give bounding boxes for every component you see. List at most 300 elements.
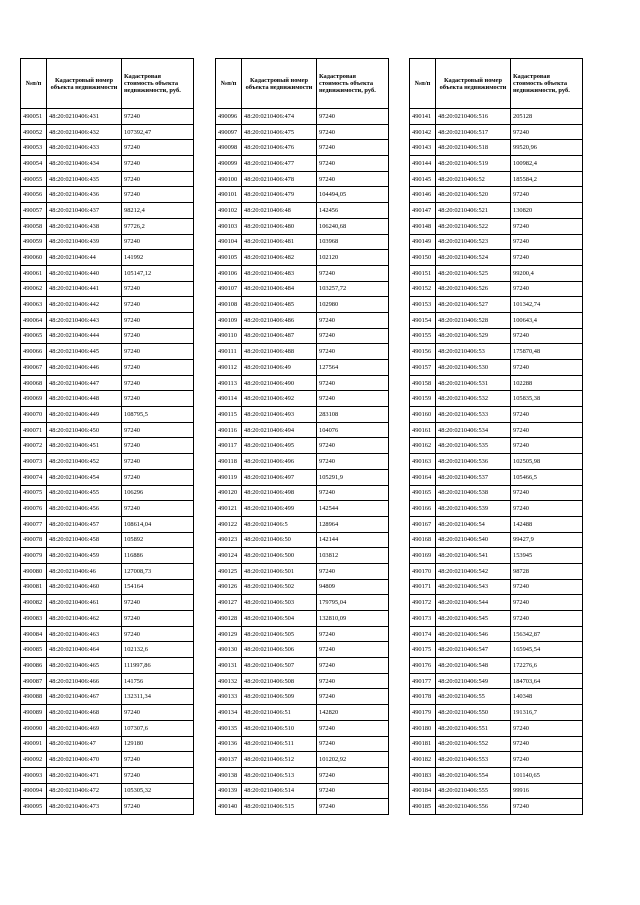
row-number: 490136 [216, 736, 242, 752]
row-number: 490101 [216, 187, 242, 203]
row-number: 490094 [21, 783, 47, 799]
cadastral-value: 97240 [317, 799, 389, 815]
cadastral-number: 48:20:0210406:505 [242, 626, 317, 642]
cadastral-number: 48:20:0210406:5 [242, 516, 317, 532]
cadastral-value: 97240 [511, 250, 583, 266]
cadastral-number: 48:20:0210406:456 [47, 501, 122, 517]
cadastral-number: 48:20:0210406:506 [242, 642, 317, 658]
cadastral-value: 132810,09 [317, 611, 389, 627]
row-number: 490104 [216, 234, 242, 250]
cadastral-value: 102288 [511, 375, 583, 391]
cadastral-number: 48:20:0210406:441 [47, 281, 122, 297]
cadastral-number: 48:20:0210406:53 [436, 344, 511, 360]
cadastral-value: 97240 [511, 799, 583, 815]
cadastral-value: 132311,34 [122, 689, 194, 705]
table-row [216, 344, 389, 360]
row-number: 490086 [21, 658, 47, 674]
cadastral-number: 48:20:0210406:439 [47, 234, 122, 250]
row-number: 490166 [410, 501, 436, 517]
cadastral-value: 130820 [511, 203, 583, 219]
header-number: №п/п [21, 59, 47, 109]
cadastral-number: 48:20:0210406:50 [242, 532, 317, 548]
cadastral-value: 108795,5 [122, 407, 194, 423]
cadastral-value: 97240 [122, 799, 194, 815]
cadastral-value: 97240 [511, 360, 583, 376]
row-number: 490083 [21, 611, 47, 627]
row-number: 490151 [410, 265, 436, 281]
cadastral-number: 48:20:0210406:539 [436, 501, 511, 517]
cadastral-value: 111997,86 [122, 658, 194, 674]
table-row [21, 171, 194, 187]
row-number: 490182 [410, 752, 436, 768]
cadastral-number: 48:20:0210406:48 [242, 203, 317, 219]
row-number: 490073 [21, 454, 47, 470]
cadastral-value: 156342,87 [511, 626, 583, 642]
cadastral-value: 97240 [317, 783, 389, 799]
table-row [410, 124, 583, 140]
row-number: 490071 [21, 422, 47, 438]
cadastral-number: 48:20:0210406:46 [47, 563, 122, 579]
cadastral-number: 48:20:0210406:520 [436, 187, 511, 203]
table-row [21, 611, 194, 627]
cadastral-number: 48:20:0210406:537 [436, 469, 511, 485]
row-number: 490085 [21, 642, 47, 658]
cadastral-number: 48:20:0210406:483 [242, 265, 317, 281]
row-number: 490084 [21, 626, 47, 642]
cadastral-value: 99520,96 [511, 140, 583, 156]
cadastral-number: 48:20:0210406:475 [242, 124, 317, 140]
table-row [216, 626, 389, 642]
cadastral-value: 104494,05 [317, 187, 389, 203]
row-number: 490110 [216, 328, 242, 344]
table-row [410, 297, 583, 313]
cadastral-number: 48:20:0210406:443 [47, 312, 122, 328]
table-row [216, 422, 389, 438]
row-number: 490076 [21, 501, 47, 517]
table-row [21, 344, 194, 360]
cadastral-value: 104076 [317, 422, 389, 438]
cadastral-value: 97240 [317, 140, 389, 156]
table-row [410, 391, 583, 407]
row-number: 490117 [216, 438, 242, 454]
table-row [410, 250, 583, 266]
row-number: 490133 [216, 689, 242, 705]
cadastral-value: 102132,6 [122, 642, 194, 658]
table-header [410, 59, 583, 109]
cadastral-number: 48:20:0210406:433 [47, 140, 122, 156]
table-row [216, 767, 389, 783]
cadastral-value: 97240 [511, 281, 583, 297]
cadastral-value: 185584,2 [511, 171, 583, 187]
row-number: 490138 [216, 767, 242, 783]
cadastral-value: 101202,92 [317, 752, 389, 768]
cadastral-value: 97240 [317, 454, 389, 470]
table-row [21, 391, 194, 407]
table-row [410, 218, 583, 234]
cadastral-number: 48:20:0210406:494 [242, 422, 317, 438]
cadastral-number: 48:20:0210406:498 [242, 485, 317, 501]
cadastral-number: 48:20:0210406:47 [47, 736, 122, 752]
table-row [21, 407, 194, 423]
table-row [21, 673, 194, 689]
row-number: 490092 [21, 752, 47, 768]
cadastral-value: 175870,48 [511, 344, 583, 360]
cadastral-value: 97240 [317, 767, 389, 783]
table-row [216, 799, 389, 815]
table-row [410, 783, 583, 799]
table-row [410, 344, 583, 360]
cadastral-value: 142820 [317, 705, 389, 721]
row-number: 490112 [216, 360, 242, 376]
table-row [410, 720, 583, 736]
table-row [410, 485, 583, 501]
cadastral-value: 184703,64 [511, 673, 583, 689]
row-number: 490090 [21, 720, 47, 736]
table-row [21, 689, 194, 705]
row-number: 490124 [216, 548, 242, 564]
row-number: 490105 [216, 250, 242, 266]
table-row [21, 485, 194, 501]
cadastral-value: 179795,04 [317, 595, 389, 611]
table-row [410, 265, 583, 281]
table-row [216, 297, 389, 313]
row-number: 490120 [216, 485, 242, 501]
row-number: 490130 [216, 642, 242, 658]
row-number: 490078 [21, 532, 47, 548]
row-number: 490170 [410, 563, 436, 579]
cadastral-number: 48:20:0210406:533 [436, 407, 511, 423]
table-row [21, 752, 194, 768]
cadastral-value: 105147,12 [122, 265, 194, 281]
cadastral-value: 97240 [317, 312, 389, 328]
cadastral-number: 48:20:0210406:535 [436, 438, 511, 454]
cadastral-value: 107307,6 [122, 720, 194, 736]
table-body [216, 109, 389, 815]
cadastral-number: 48:20:0210406:515 [242, 799, 317, 815]
table-row [216, 720, 389, 736]
cadastral-number: 48:20:0210406:536 [436, 454, 511, 470]
cadastral-number: 48:20:0210406:527 [436, 297, 511, 313]
table-row [216, 689, 389, 705]
table-row [21, 375, 194, 391]
cadastral-value: 103968 [317, 234, 389, 250]
row-number: 490075 [21, 485, 47, 501]
table-row [410, 360, 583, 376]
table-row [216, 140, 389, 156]
cadastral-number: 48:20:0210406:541 [436, 548, 511, 564]
cadastral-value: 97240 [122, 344, 194, 360]
table-row [216, 783, 389, 799]
cadastral-number: 48:20:0210406:471 [47, 767, 122, 783]
table-row [216, 595, 389, 611]
cadastral-value: 103257,72 [317, 281, 389, 297]
table-row [21, 454, 194, 470]
cadastral-value: 94809 [317, 579, 389, 595]
cadastral-value: 97240 [122, 752, 194, 768]
row-number: 490056 [21, 187, 47, 203]
row-number: 490160 [410, 407, 436, 423]
cadastral-table-2 [215, 58, 389, 815]
table-body [21, 109, 194, 815]
cadastral-value: 283108 [317, 407, 389, 423]
table-row [410, 642, 583, 658]
cadastral-number: 48:20:0210406:454 [47, 469, 122, 485]
table-row [21, 783, 194, 799]
cadastral-value: 165945,54 [511, 642, 583, 658]
cadastral-value: 99427,9 [511, 532, 583, 548]
row-number: 490143 [410, 140, 436, 156]
cadastral-number: 48:20:0210406:513 [242, 767, 317, 783]
cadastral-value: 97240 [122, 375, 194, 391]
row-number: 490108 [216, 297, 242, 313]
cadastral-value: 108614,04 [122, 516, 194, 532]
cadastral-number: 48:20:0210406:474 [242, 109, 317, 125]
cadastral-number: 48:20:0210406:514 [242, 783, 317, 799]
table-row [410, 673, 583, 689]
cadastral-number: 48:20:0210406:548 [436, 658, 511, 674]
table-row [410, 469, 583, 485]
row-number: 490131 [216, 658, 242, 674]
table-row [410, 563, 583, 579]
cadastral-number: 48:20:0210406:438 [47, 218, 122, 234]
cadastral-number: 48:20:0210406:554 [436, 767, 511, 783]
cadastral-value: 97240 [122, 501, 194, 517]
table-row [410, 799, 583, 815]
row-number: 490153 [410, 297, 436, 313]
cadastral-number: 48:20:0210406:495 [242, 438, 317, 454]
row-number: 490146 [410, 187, 436, 203]
table-row [216, 407, 389, 423]
table-row [410, 752, 583, 768]
row-number: 490063 [21, 297, 47, 313]
table-row [21, 360, 194, 376]
cadastral-number: 48:20:0210406:482 [242, 250, 317, 266]
row-number: 490068 [21, 375, 47, 391]
cadastral-number: 48:20:0210406:519 [436, 156, 511, 172]
cadastral-number: 48:20:0210406:500 [242, 548, 317, 564]
table-row [216, 705, 389, 721]
table-row [21, 736, 194, 752]
row-number: 490150 [410, 250, 436, 266]
cadastral-number: 48:20:0210406:551 [436, 720, 511, 736]
cadastral-value: 101342,74 [511, 297, 583, 313]
table-row [410, 689, 583, 705]
cadastral-value: 105291,9 [317, 469, 389, 485]
row-number: 490147 [410, 203, 436, 219]
cadastral-number: 48:20:0210406:516 [436, 109, 511, 125]
cadastral-value: 102120 [317, 250, 389, 266]
cadastral-value: 97240 [317, 109, 389, 125]
cadastral-number: 48:20:0210406:470 [47, 752, 122, 768]
row-number: 490079 [21, 548, 47, 564]
cadastral-value: 142544 [317, 501, 389, 517]
table-row [216, 611, 389, 627]
table-row [410, 171, 583, 187]
table-row [216, 124, 389, 140]
cadastral-number: 48:20:0210406:485 [242, 297, 317, 313]
cadastral-number: 48:20:0210406:466 [47, 673, 122, 689]
row-number: 490173 [410, 611, 436, 627]
cadastral-value: 97240 [122, 171, 194, 187]
table-row [21, 438, 194, 454]
cadastral-value: 97240 [317, 344, 389, 360]
table-row [216, 218, 389, 234]
cadastral-number: 48:20:0210406:550 [436, 705, 511, 721]
row-number: 490177 [410, 673, 436, 689]
row-number: 490118 [216, 454, 242, 470]
row-number: 490184 [410, 783, 436, 799]
cadastral-number: 48:20:0210406:480 [242, 218, 317, 234]
cadastral-number: 48:20:0210406:497 [242, 469, 317, 485]
cadastral-value: 106296 [122, 485, 194, 501]
cadastral-number: 48:20:0210406:545 [436, 611, 511, 627]
cadastral-value: 142488 [511, 516, 583, 532]
cadastral-value: 99916 [511, 783, 583, 799]
header-cadastral-number: Кадастровый номер объекта недвижимости [436, 59, 511, 109]
row-number: 490066 [21, 344, 47, 360]
cadastral-value: 97240 [511, 485, 583, 501]
cadastral-value: 97240 [122, 360, 194, 376]
cadastral-table-3 [409, 58, 583, 815]
row-number: 490099 [216, 156, 242, 172]
row-number: 490164 [410, 469, 436, 485]
row-number: 490055 [21, 171, 47, 187]
table-row [21, 595, 194, 611]
cadastral-number: 48:20:0210406:435 [47, 171, 122, 187]
cadastral-value: 97240 [317, 328, 389, 344]
row-number: 490096 [216, 109, 242, 125]
cadastral-value: 97726,2 [122, 218, 194, 234]
table-row [21, 312, 194, 328]
cadastral-number: 48:20:0210406:464 [47, 642, 122, 658]
cadastral-value: 97240 [511, 328, 583, 344]
cadastral-number: 48:20:0210406:490 [242, 375, 317, 391]
row-number: 490095 [21, 799, 47, 815]
table-header [216, 59, 389, 109]
cadastral-number: 48:20:0210406:508 [242, 673, 317, 689]
cadastral-number: 48:20:0210406:445 [47, 344, 122, 360]
cadastral-value: 102505,98 [511, 454, 583, 470]
table-row [216, 375, 389, 391]
cadastral-number: 48:20:0210406:462 [47, 611, 122, 627]
row-number: 490070 [21, 407, 47, 423]
row-number: 490129 [216, 626, 242, 642]
row-number: 490139 [216, 783, 242, 799]
row-number: 490113 [216, 375, 242, 391]
cadastral-number: 48:20:0210406:460 [47, 579, 122, 595]
cadastral-value: 98728 [511, 563, 583, 579]
cadastral-number: 48:20:0210406:442 [47, 297, 122, 313]
cadastral-value: 141756 [122, 673, 194, 689]
cadastral-value: 97240 [122, 109, 194, 125]
cadastral-number: 48:20:0210406:449 [47, 407, 122, 423]
row-number: 490102 [216, 203, 242, 219]
table-row [21, 203, 194, 219]
table-row [216, 658, 389, 674]
cadastral-value: 97240 [511, 752, 583, 768]
cadastral-number: 48:20:0210406:512 [242, 752, 317, 768]
table-row [216, 328, 389, 344]
cadastral-number: 48:20:0210406:555 [436, 783, 511, 799]
cadastral-value: 97240 [122, 156, 194, 172]
row-number: 490176 [410, 658, 436, 674]
cadastral-number: 48:20:0210406:486 [242, 312, 317, 328]
table-row [216, 360, 389, 376]
row-number: 490080 [21, 563, 47, 579]
table-row [410, 705, 583, 721]
cadastral-number: 48:20:0210406:521 [436, 203, 511, 219]
cadastral-number: 48:20:0210406:507 [242, 658, 317, 674]
cadastral-value: 97240 [511, 234, 583, 250]
table-row [216, 516, 389, 532]
table-row [21, 265, 194, 281]
cadastral-number: 48:20:0210406:55 [436, 689, 511, 705]
table-row [216, 203, 389, 219]
cadastral-value: 141992 [122, 250, 194, 266]
row-number: 490180 [410, 720, 436, 736]
row-number: 490053 [21, 140, 47, 156]
cadastral-number: 48:20:0210406:484 [242, 281, 317, 297]
table-row [216, 281, 389, 297]
cadastral-value: 107392,47 [122, 124, 194, 140]
table-row [216, 265, 389, 281]
table-row [410, 187, 583, 203]
cadastral-value: 205128 [511, 109, 583, 125]
cadastral-value: 97240 [511, 438, 583, 454]
row-number: 490137 [216, 752, 242, 768]
row-number: 490072 [21, 438, 47, 454]
row-number: 490134 [216, 705, 242, 721]
cadastral-value: 97240 [317, 642, 389, 658]
cadastral-value: 153945 [511, 548, 583, 564]
table-row [410, 312, 583, 328]
row-number: 490142 [410, 124, 436, 140]
table-row [410, 438, 583, 454]
table-row [216, 109, 389, 125]
cadastral-table-1 [20, 58, 194, 815]
cadastral-number: 48:20:0210406:517 [436, 124, 511, 140]
row-number: 490154 [410, 312, 436, 328]
table-row [21, 799, 194, 815]
table-row [410, 140, 583, 156]
row-number: 490088 [21, 689, 47, 705]
cadastral-number: 48:20:0210406:437 [47, 203, 122, 219]
cadastral-value: 97240 [122, 438, 194, 454]
header-cadastral-value: Кадастровая стоимость объекта недвижимости, руб. [511, 59, 583, 109]
cadastral-number: 48:20:0210406:526 [436, 281, 511, 297]
table-row [410, 109, 583, 125]
row-number: 490081 [21, 579, 47, 595]
table-row [410, 658, 583, 674]
row-number: 490061 [21, 265, 47, 281]
cadastral-number: 48:20:0210406:452 [47, 454, 122, 470]
cadastral-number: 48:20:0210406:448 [47, 391, 122, 407]
cadastral-number: 48:20:0210406:458 [47, 532, 122, 548]
cadastral-value: 100982,4 [511, 156, 583, 172]
table-row [21, 250, 194, 266]
row-number: 490058 [21, 218, 47, 234]
row-number: 490115 [216, 407, 242, 423]
table-row [21, 187, 194, 203]
cadastral-value: 142456 [317, 203, 389, 219]
cadastral-value: 97240 [317, 736, 389, 752]
cadastral-number: 48:20:0210406:467 [47, 689, 122, 705]
row-number: 490052 [21, 124, 47, 140]
row-number: 490057 [21, 203, 47, 219]
cadastral-number: 48:20:0210406:451 [47, 438, 122, 454]
cadastral-number: 48:20:0210406:524 [436, 250, 511, 266]
row-number: 490156 [410, 344, 436, 360]
